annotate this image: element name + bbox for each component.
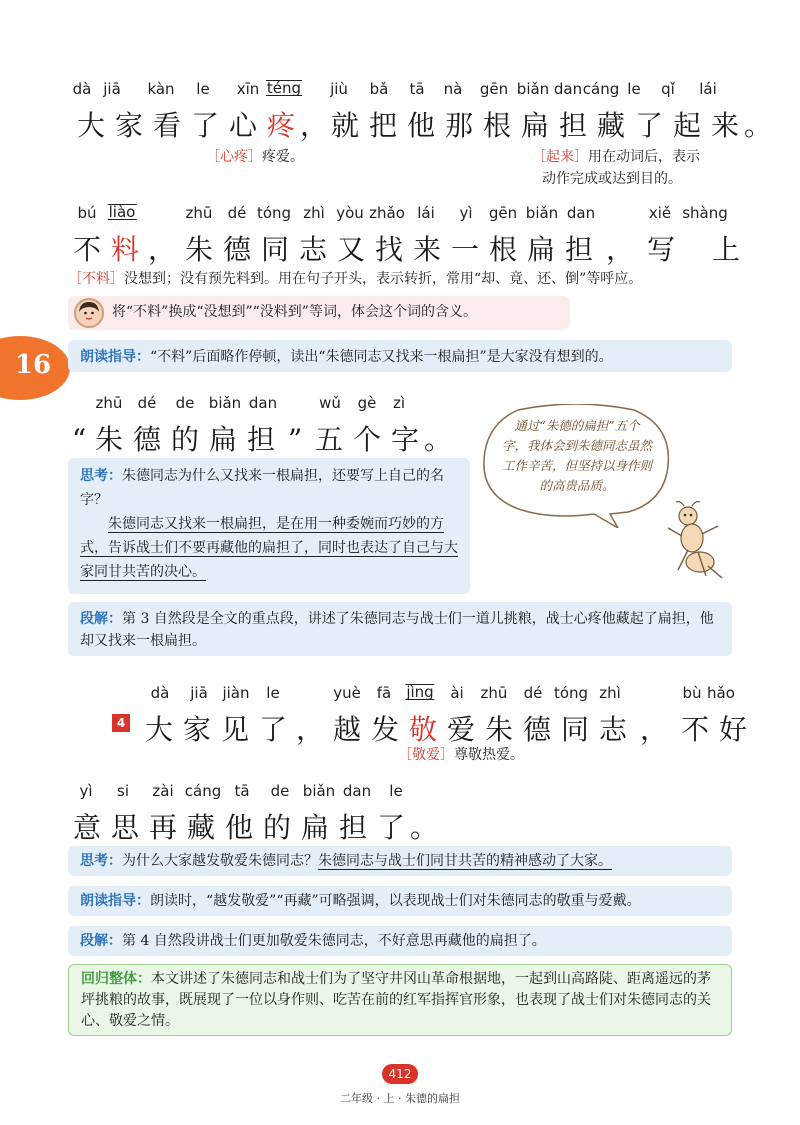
note-text: 疼爱。 [262,149,304,165]
hanzi: 他 [406,109,435,142]
punct: ， [147,233,176,266]
pinyin: zhì [303,204,325,222]
paragraph-explanation-box [68,602,732,656]
unit-number: 16 [14,350,52,380]
pinyin: le [627,80,641,98]
pinyin: cáng [582,80,620,98]
hanzi: 意 [72,811,101,844]
hanzi-keyword: 料 [110,233,139,266]
footer-caption: 二年级 · 上 · 朱德的扁担 [340,1092,460,1105]
note-tag: ［敬爱］ [398,747,454,763]
hanzi: 爱 [446,713,475,746]
text-line-3 [68,418,453,458]
summary-text: 本文讲述了朱德同志和战士们为了坚守井冈山革命根据地，一起到山高路陡、距离遥远的茅坪挑粮的故事，既展现了一位以身作则、吃苦在前的红军指挥官形象，也表现了战士们对朱德同志的关心、敬爱之情。 [81,971,711,1029]
pinyin: dan [566,204,596,222]
pinyin: téng [266,79,302,97]
reading-guide-box [68,340,732,372]
reading-guide-text: 朗读时，“越发敬爱”“再藏”可略强调，以表现战士们对朱德同志的敬重与爱戴。 [150,893,641,909]
pinyin: zhǎo [369,204,405,222]
hanzi: 扁 [300,811,329,844]
note-qilai [532,146,700,190]
hanzi: 的 [262,811,291,844]
paragraph-explanation-box [68,926,732,956]
note-text: 动作完成或达到目的。 [542,171,682,187]
hanzi: 五 [314,423,343,456]
hanzi: 德 [522,713,551,746]
hanzi: 志 [298,233,327,266]
reading-guide-box [68,886,732,916]
think-answer: 朱德同志与战士们同甘共苦的精神感动了大家。 [318,853,612,869]
pinyin: liào [108,203,136,221]
note-text: 用在动词后，表示 [588,149,700,165]
hanzi: 家 [182,713,211,746]
hanzi: 心 [228,109,257,142]
pinyin: lái [417,204,435,222]
hanzi: 扁 [520,109,549,142]
hanzi: 德 [132,423,161,456]
hanzi: 了 [258,713,287,746]
summary-label: 回归整体： [81,971,151,987]
hanzi: 同 [560,713,589,746]
hanzi: 了 [376,811,405,844]
girl-avatar-icon [76,300,102,326]
pinyin: zhū [185,204,213,222]
reading-guide-label: 朗读指导： [80,893,150,909]
hanzi: 找 [374,233,403,266]
pinyin-line-5 [60,782,480,804]
pinyin: qǐ [661,80,675,98]
hanzi: 字 [390,423,419,456]
hanzi: 一 [450,233,479,266]
pinyin: si [117,782,129,800]
paragraph-label: 段解： [80,933,122,949]
paragraph-label: 段解： [80,611,122,627]
pinyin: jiàn [222,684,250,702]
girl-avatar-icon [74,298,104,328]
pinyin: hǎo [707,684,735,702]
punct: ， [639,713,668,746]
text-line-5 [68,806,439,846]
hanzi: 他 [224,811,253,844]
hanzi: 朱 [94,423,123,456]
pinyin: dà [72,80,92,98]
note-jingai [398,744,524,764]
pinyin: yì [79,782,93,800]
hanzi: 担 [246,423,275,456]
pinyin: wǔ [319,394,341,412]
pinyin: biǎn [302,782,336,800]
pinyin: kàn [147,80,175,98]
think-label: 思考： [80,468,122,484]
pinyin: zhū [480,684,508,702]
note-buliao [68,268,642,288]
pinyin-line-4 [60,684,740,706]
pinyin: dan [342,782,372,800]
pinyin: dà [150,684,170,702]
pinyin: le [196,80,210,98]
note-text: 尊敬热爱。 [454,747,524,763]
pinyin: yuè [333,684,361,702]
punct: 。 [410,811,439,844]
pinyin: zì [392,394,406,412]
pinyin: shàng [682,204,728,222]
pinyin: de [270,782,290,800]
pinyin: le [266,684,280,702]
pinyin: jiā [190,684,208,702]
pinyin: ài [450,684,464,702]
pinyin: tā [234,782,250,800]
note-xinteng [206,146,304,166]
hanzi: 的 [170,423,199,456]
note-text: 没想到；没有预先料到。用在句子开头，表示转折，常用“却、竟、还、倒”等呼应。 [124,271,643,287]
hanzi: 个 [352,423,381,456]
hanzi: 朱 [484,713,513,746]
hanzi: 看 [152,109,181,142]
hanzi-keyword: 不 [72,233,101,266]
hanzi: 大 [76,109,105,142]
paragraph-number-badge: 4 [112,714,130,732]
pinyin: tóng [256,204,292,222]
pinyin: dan [553,80,583,98]
hanzi: 再 [148,811,177,844]
pinyin: de [175,394,195,412]
hanzi: 志 [598,713,627,746]
hanzi: 起 [672,109,701,142]
think-answer [80,512,458,584]
hanzi: 朱 [184,233,213,266]
pinyin: bú [77,204,97,222]
pinyin: gēn [488,204,518,222]
pinyin: fā [376,684,392,702]
pinyin-line-1 [60,80,740,102]
pinyin: dé [227,204,247,222]
hanzi: 那 [444,109,473,142]
note-tag: ［不料］ [68,271,124,287]
pinyin: dé [137,394,157,412]
reading-guide-text: “不料”后面略作停顿，读出“朱德同志又找来一根扁担”是大家没有想到的。 [150,349,613,365]
pinyin: biǎn [516,80,550,98]
pinyin: biǎn [525,204,559,222]
think-box-1 [68,458,470,594]
hanzi: 同 [260,233,289,266]
text-line-4 [140,708,752,748]
hanzi: 根 [488,233,517,266]
hanzi: 担 [564,233,593,266]
hanzi: 扁 [208,423,237,456]
hanzi: 担 [558,109,587,142]
tip-text: 将“不料”换成“没想到”“没料到”等词，体会这个词的含义。 [112,304,477,320]
hanzi: 不 [680,713,709,746]
pinyin: zài [152,782,174,800]
page-number: 412 [382,1064,418,1084]
punct: “ [71,423,87,456]
hanzi: 上 [711,233,740,266]
hanzi: 藏 [186,811,215,844]
think-answer-text: 朱德同志又找来一根扁担，是在用一种委婉而巧妙的方式，告诉战士们不要再藏他的扁担了，同时也表达了自己与大家同甘共苦的决心。 [80,516,458,580]
hanzi: 写 [646,233,675,266]
hanzi: 大 [144,713,173,746]
think-question: 朱德同志为什么又找来一根扁担，还要写上自己的名字？ [80,468,444,508]
hanzi: 把 [368,109,397,142]
hanzi: 见 [220,713,249,746]
punct: 。 [744,109,773,142]
hanzi: 来 [710,109,739,142]
note-tag: ［起来］ [532,149,588,165]
pinyin: tā [409,80,425,98]
pinyin: gēn [479,80,509,98]
hanzi: 家 [114,109,143,142]
hanzi: 好 [718,713,747,746]
text-line-1 [72,104,773,144]
hanzi: 了 [634,109,663,142]
hanzi: 担 [338,811,367,844]
pinyin: yì [459,204,473,222]
pinyin-line-2 [60,204,740,226]
tip-box [68,296,570,330]
hanzi: 来 [412,233,441,266]
pinyin: xiě [648,204,672,222]
hanzi: 就 [330,109,359,142]
punct: 。 [424,423,453,456]
paragraph-text: 第 3 自然段是全文的重点段，讲述了朱德同志与战士们一道儿挑粮，战士心疼他藏起了扁担，他却又找来一根扁担。 [80,611,714,649]
pinyin: dé [523,684,543,702]
hanzi: 了 [190,109,219,142]
reading-guide-label: 朗读指导： [80,349,150,365]
think-box-2 [68,846,732,876]
hanzi-keyword: 敬 [408,713,437,746]
pinyin: le [389,782,403,800]
pinyin: bù [682,684,702,702]
punct: ” [287,423,303,456]
pinyin: xīn [236,80,260,98]
hanzi: 德 [222,233,251,266]
hanzi: 藏 [596,109,625,142]
punct: ， [300,109,329,142]
text-line-2 [68,228,740,268]
hanzi: 扁 [526,233,555,266]
hanzi: 越 [332,713,361,746]
punct: ， [605,233,634,266]
pinyin: tóng [553,684,589,702]
pinyin: nà [443,80,463,98]
hanzi: 发 [370,713,399,746]
note-tag: ［心疼］ [206,149,262,165]
think-question: 为什么大家越发敬爱朱德同志？ [122,853,318,869]
pinyin: jiā [103,80,121,98]
cartoon-ant-icon [658,500,732,584]
think-label: 思考： [80,853,122,869]
pinyin-line-3 [60,394,480,416]
pinyin: jiù [330,80,348,98]
hanzi: 思 [110,811,139,844]
pinyin: yòu [336,204,364,222]
hanzi: 根 [482,109,511,142]
punct: ， [295,713,324,746]
bubble-text: 通过“朱德的扁担”五个字，我体会到朱德同志虽然工作辛苦，但坚持以身作则的高贵品质。 [502,418,653,493]
paragraph-text: 第 4 自然段讲战士们更加敬爱朱德同志，不好意思再藏他的扁担了。 [122,933,546,949]
pinyin: bǎ [369,80,389,98]
pinyin: jìng [406,683,434,701]
pinyin: lái [699,80,717,98]
summary-box [68,964,732,1036]
pinyin: zhì [599,684,621,702]
pinyin: gè [357,394,377,412]
pinyin: biǎn [208,394,242,412]
hanzi: 又 [336,233,365,266]
pinyin: dan [248,394,278,412]
pinyin: cáng [184,782,222,800]
hanzi-keyword: 疼 [266,109,295,142]
pinyin: zhū [95,394,123,412]
